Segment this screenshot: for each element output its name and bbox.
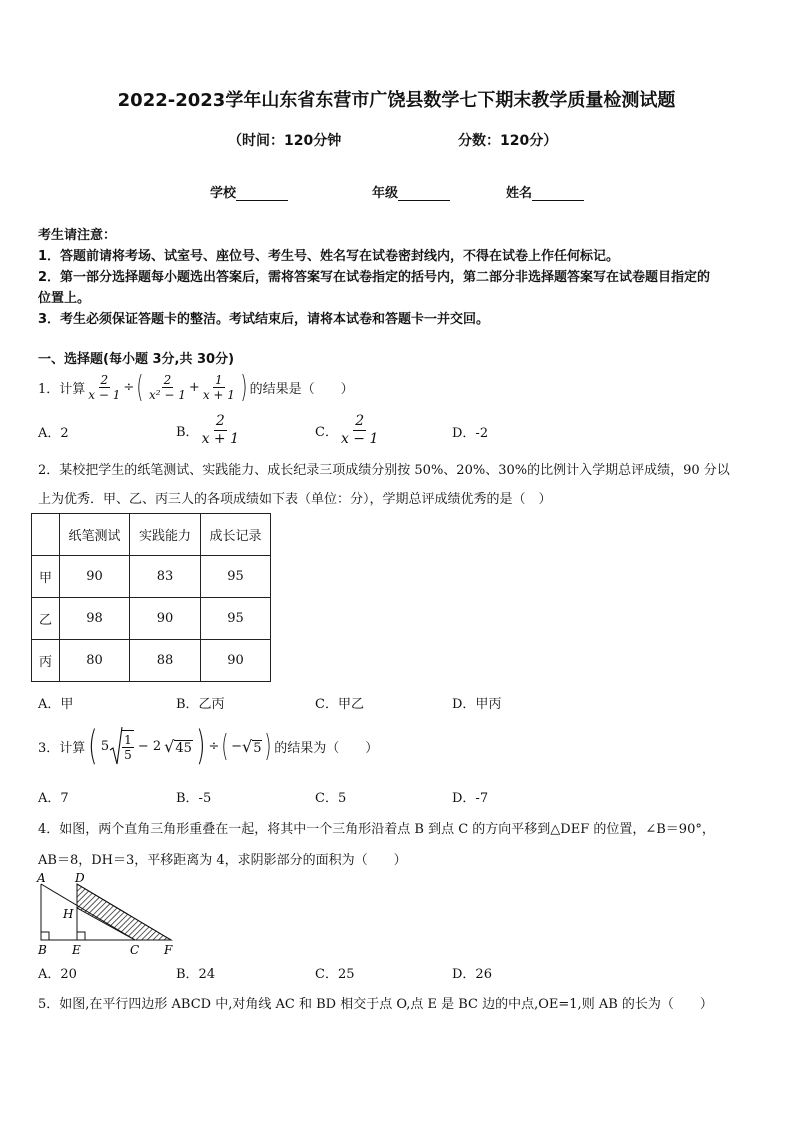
q3-rparen: ): [195, 723, 206, 769]
table-cell: 丙: [32, 640, 60, 682]
section-heading: 一、选择题(每小题 3分,共 30分): [38, 352, 235, 367]
table-row: [32, 556, 271, 598]
grade-label: 年级: [372, 186, 399, 201]
grade-field: [372, 182, 450, 201]
table-cell: 甲: [32, 556, 60, 598]
school-label: 学校: [210, 186, 237, 201]
q1-prefix: 1．计算: [38, 381, 86, 397]
q4-option-b: B．24: [176, 967, 216, 982]
q1-frac-3: $\frac{1}{x + 1}$: [202, 372, 235, 402]
table-cell: 95: [201, 556, 271, 598]
q3-five: 5: [100, 738, 110, 754]
q2-option-c: C．甲乙: [315, 697, 364, 712]
q4-label-a: A: [37, 871, 46, 885]
table-cell: 95: [201, 598, 271, 640]
q4-right-angle-b: [41, 932, 49, 940]
question-1: [38, 366, 354, 408]
table-header-row: [32, 514, 271, 556]
table-row: [32, 598, 271, 640]
exam-score: 分数：120分）: [458, 133, 558, 149]
q3-radical-sign: [109, 726, 123, 766]
school-field: [210, 182, 288, 201]
q1-option-d: D．-2: [452, 426, 489, 441]
q3-lparen: (: [88, 723, 98, 769]
q4-label-c: C: [130, 943, 140, 957]
q3-sqrt-frac: $\frac{1}{5}$: [122, 730, 134, 762]
q4-option-d: D．26: [452, 967, 492, 982]
page-title: 2022-2023学年山东省东营市广饶县数学七下期末教学质量检测试题: [117, 90, 676, 111]
q2-line-1: 2．某校把学生的纸笔测试、实践能力、成长纪录三项成绩分别按 50%、20%、30%的比例计入学期总评成绩，90 分以: [38, 463, 730, 478]
q1-lparen: (: [136, 369, 144, 405]
q3-neg: −: [231, 738, 242, 754]
table-header: 纸笔测试: [60, 514, 130, 556]
name-label: 姓名: [506, 186, 533, 201]
q1-option-b: B． $\frac{2}{x + 1}$: [176, 412, 239, 447]
q1-plus: +: [188, 379, 200, 395]
q1-b-frac: $\frac{2}{x + 1}$: [201, 412, 239, 447]
q2-line-2: 上为优秀．甲、乙、丙三人的各项成绩如下表（单位：分），学期总评成绩优秀的是（ ）: [38, 492, 552, 507]
table-header: 成长记录: [201, 514, 271, 556]
q3-prefix: 3．计算: [38, 740, 86, 756]
q1-suffix: 的结果是（ ）: [249, 381, 354, 397]
q3-minus-two: − 2: [137, 738, 162, 754]
q3-option-c: C．5: [315, 791, 347, 806]
grade-blank: [398, 186, 450, 201]
table-cell: 88: [130, 640, 201, 682]
q4-label-f: F: [164, 943, 173, 957]
q2-option-b: B．乙丙: [176, 697, 225, 712]
q4-label-d: D: [75, 871, 85, 885]
q5-line-1: 5．如图,在平行四边形 ABCD 中,对角线 AC 和 BD 相交于点 O,点 E 是 BC 边的中点,OE=1,则 AB 的长为（ ）: [38, 997, 713, 1012]
q3-radical-5: √ 5: [242, 736, 262, 756]
table-cell: 98: [60, 598, 130, 640]
table-cell: 90: [60, 556, 130, 598]
table-cell: 90: [201, 640, 271, 682]
notice-item-3: 3．考生必须保证答题卡的整洁。考试结束后，请将本试卷和答题卡一并交回。: [38, 312, 490, 327]
q2-option-a: A．甲: [38, 697, 74, 712]
q1-frac-1: $\frac{2}{x - 1}$: [88, 372, 121, 402]
q1-rparen: ): [240, 369, 248, 405]
q4-label-e: E: [72, 943, 81, 957]
q3-suffix: 的结果为（ ）: [274, 740, 379, 756]
q4-option-c: C．25: [315, 967, 355, 982]
name-blank: [532, 186, 584, 201]
table-cell: 83: [130, 556, 201, 598]
name-field: [506, 182, 584, 201]
q1-div: ÷: [123, 379, 135, 395]
q3-lparen-2: (: [221, 728, 229, 764]
school-blank: [236, 186, 288, 201]
q1-option-a: A．2: [38, 426, 69, 441]
q3-radical-45: √ 45: [164, 736, 192, 756]
table-cell: 80: [60, 640, 130, 682]
q4-label-h: H: [63, 907, 74, 921]
q3-option-b: B．-5: [176, 791, 212, 806]
q3-option-d: D．-7: [452, 791, 489, 806]
q4-triangle-figure: [30, 870, 190, 958]
question-3: [38, 722, 378, 770]
notice-item-2: 2．第一部分选择题每小题选出答案后，需将答案写在试卷指定的括号内，第二部分非选择题答案写在试卷题目指定的: [38, 270, 711, 285]
notice-item-1: 1．答题前请将考场、试室号、座位号、考生号、姓名写在试卷密封线内，不得在试卷上作任何标记。: [38, 249, 620, 264]
q2-option-d: D．甲丙: [452, 697, 502, 712]
q3-option-a: A．7: [38, 791, 69, 806]
table-cell: 90: [130, 598, 201, 640]
q1-c-frac: $\frac{2}{x - 1}$: [340, 412, 379, 447]
q4-right-angle-e: [77, 932, 85, 940]
q3-rparen-2: ): [264, 728, 272, 764]
q4-line-1: 4．如图，两个直角三角形重叠在一起，将其中一个三角形沿着点 B 到点 C 的方向平移到△DEF 的位置，∠B＝90°，: [38, 822, 715, 837]
q4-line-2: AB＝8，DH＝3，平移距离为 4，求阴影部分的面积为（ ）: [38, 853, 407, 868]
table-cell: 乙: [32, 598, 60, 640]
table-cell: [32, 514, 60, 556]
exam-time: （时间：120分钟: [228, 133, 342, 149]
q3-div: ÷: [208, 738, 220, 754]
score-table: [31, 513, 271, 682]
q4-option-a: A．20: [38, 967, 77, 982]
table-row: [32, 640, 271, 682]
q4-label-b: B: [38, 943, 47, 957]
q1-frac-2: $\frac{2}{\text{x² − 1}}$: [149, 372, 186, 402]
table-header: 实践能力: [130, 514, 201, 556]
q1-option-c: C． $\frac{2}{x - 1}$: [315, 412, 379, 447]
notice-heading: 考生请注意：: [38, 228, 117, 243]
notice-item-2-cont: 位置上。: [38, 291, 91, 306]
